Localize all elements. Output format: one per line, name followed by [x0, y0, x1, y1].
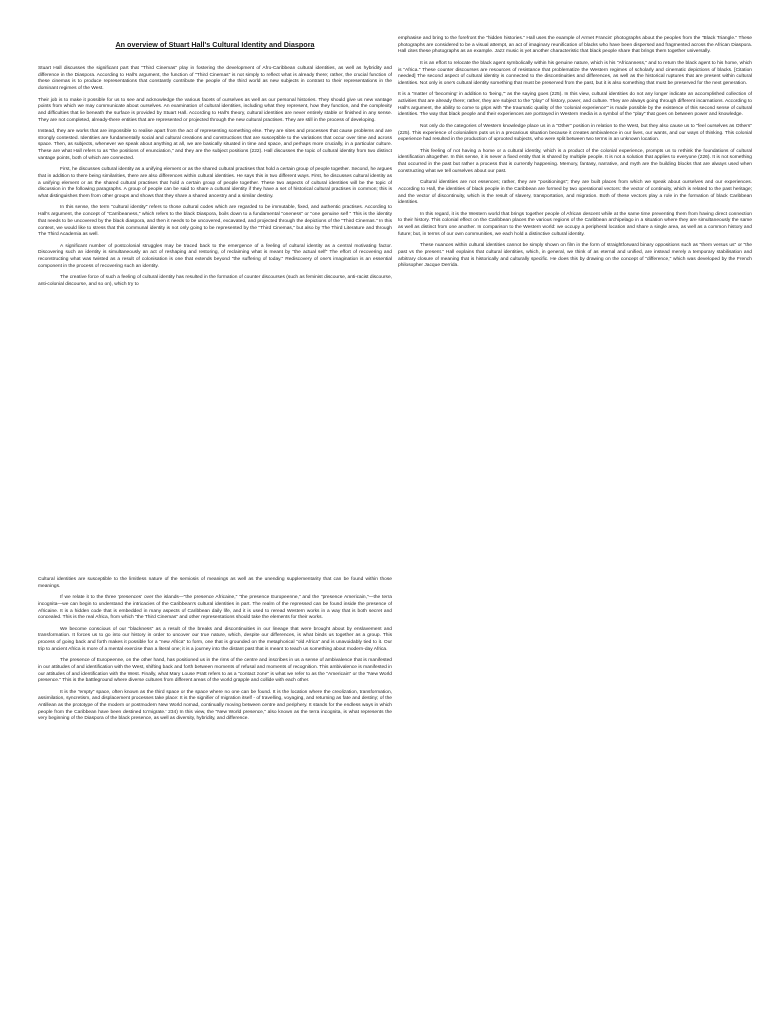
document-title: An overview of Stuart Hall's Cultural Identity and Diaspora: [115, 40, 315, 49]
paragraph: The creative force of such a feeling of cultural identity has resulted in the formation of counter discourses (such as feminist discourse, anti-racist discourse, anti-colonial discourse, and so on), which try to: [38, 275, 392, 287]
paragraph: Stuart Hall discusses the significant part that "Third Cinemas" play in fostering the development of Afro-Caribbean cultural identities, as well as hybridity and difference in the Diaspora. According to Hall's argument, the function of "Third Cinemas" is not simply to reflect what is already there; rather, the crucial function of these cinemas is to produce representations that constantly contribute the people of the third world as new subjects in contrast to their representations in the dominant regimes of the West.: [38, 66, 392, 92]
paragraph: Cultural identities are susceptible to the limitless nature of the semiosis of meanings as well as the unending supplementarity that can be found within those meanings.: [38, 577, 392, 589]
paragraph: Cultural identities are not essences; rather, they are "positionings"; they are built places from which we speak about ourselves and our experiences. According to Hall, the identities of black people in the Caribbean are formed by two operational vectors: the vector of continuity, which is related to the past heritage; and the vector of discontinuity, which is the result of slavery, transportation, and migration. Both of these vectors play a role in the formation of black Caribbean identities.: [398, 180, 752, 206]
paragraph: This feeling of not having a home or a cultural identity, which is a product of the colonial experience, prompts us to rethink the foundations of cultural identification altogether. In this sense, it is never a fixed entity that is shared by multiple people. It is not a solution that applies to everyone (226). It is not something that occurred in the past but rather a process that is currently happening. Memory, fantasy, narrative, and myth are the building blocks that are always used when constructing what we tell ourselves about our past.: [398, 148, 752, 174]
paragraph: If we relate it to the three 'presences' over the islands—"the presence Africaine," "the presence Europeenne," and the "presence Americain,"—the terra incognita—we can begin to understand the intricacies of the Caribbean's cultural identities in part. The realm of the repressed can be found inside the presence of Africaine. It is a hidden code that is embedded in many aspects of Caribbean daily life, and it is used to reread Western works in a way that is both secret and concealed. This is the real Africa, from which "the Third Cinemas" and other representations should take the elements for their works.: [38, 595, 392, 621]
paragraph: In this sense, the term "cultural identity" refers to those cultural codes which are regarded to be immutable, fixed, and authentic practises. According to Hall's argument, the concept of "Carribeaness," which refers to the black Diaspora, boils down to a fundamental "oneness" or "one genuine self " This is the identity that needs to be uncovered by the black diaspora, and then it needs to be uncovered, excavated, and projected through the depictions of the "Third Cinemas." In this context, we would like to stress that this communal identity is not only going to be represented by the "Third Cinemas," but also by The Third Literature and through The Third Academia as well.: [38, 205, 392, 238]
paragraph: The presence of Europeenne, on the other hand, has positioned us in the rims of the centre and inscribes in us a sense of ambivalence that is manifested in our attitudes of and identification with the West, shifting back and forth between moments of refusal and moments of recognition. This ambivalence is manifested in our attitudes of and identification with the West. Finally, what Mary Louse Pratt refers to as a "contact zone" is what we refer to as the "Americain" or the "New World presence." This is the battleground where diverse cultures from different areas of the world grapple and collide with each other.: [38, 658, 392, 684]
paragraph: Not only do the categories of Western knowledge place us in a "Other" position in relation to the West, but they also cause us to "feel ourselves as Others" (225). This experience of colonialism puts us in a precarious situation because it creates ambivalence in our lives, our wants, and our ways of thinking. This colonial experience had resulted in the production of uprooted subjects, who were split between two terms in an unknown location.: [398, 123, 752, 143]
paragraph: In this regard, it is the Western world that brings together people of African descent while at the same time preventing them from having direct connection to their history. This colonial effect on the Caribbean places the various regions of the Caribbean archipelago in a situation where they are simultaneously the same as well as distinct from one another. In comparison to the Western world: we occupy a peripheral location and share a single area, as well as a common history and future; but, in terms of our own communities, we each hold a distinctive cultural identity.: [398, 211, 752, 237]
paragraph: It is an effort to relocate the black agent symbolically within his genuine nature, which is his "Africanness," and to return the black agent to his home, which is "Africa." These counter discourses are resources of resistance that problematize the Western regimes of scholarly and cinematic depictions of blacks. [Citation needed] The second aspect of cultural identity is connected to the discontinuities and differences, as well as the historical ruptures that are present within cultural identities. Not only is one's cultural identity something that must be preserved from the past, but it is also something that must be preserved for the next generation.: [398, 60, 752, 86]
paragraph: A significant number of postcolonial struggles may be traced back to the emergence of a feeling of cultural identity as a central motivating factor. Discovering such an identity is simultaneously an act of reshaping and restoring, of reclaiming what is meant by "the actual self" The effort of recovering and reconstructing what was twisted as a result of colonisation is one that extends beyond "the suffering of today." Rediscovery of one's imagination is an essential component in the process of recovering such an identity.: [38, 243, 392, 269]
left-column-bottom: [38, 577, 392, 728]
paragraph: emphasise and bring to the forefront the "hidden histories." Hall uses the example of Armet Francis' photographs about the peoples from the "Black Triangle." These photographs are considered to be a visual attempt, an act of imaginary reunification of blacks who have been dispersed and fragmented across the African Diaspora. Hall cites these photographs as an example. Jazz music is yet another characteristic that black people share that brings them together universally.: [398, 36, 752, 55]
paragraph: It is a "matter of 'becoming' in addition to 'being,'" as the saying goes (225). In this view, cultural identities do not any longer indicate an accomplished collection of activities that are already there; rather, they are subject to the "play" of history, power, and culture. They are always going through different incarnations. According to Hall's argument, the ability to come to grips with "the traumatic quality of the 'colonial experience'" is made possible by the existence of this second sense of cultural identities. The way that black people and their experiences are portrayed in Western media is a symbol of the "play" that goes on between power and knowledge.: [398, 92, 752, 118]
paragraph: Instead, they are works that are impossible to realise apart from the act of representing something else. They are sites and processes that cause problems and are strongly contested. Identities are fundamentally social and cultural creations and constructions that are susceptible to the variations that occur over time and across space. Then, as subjects, whenever we speak about anything at all, we are basically situated in time and space, and perhaps more crucially, in a particular culture. These are what Hall refers to as "the positions of enunciation," and they are the subject positions (222). Hall discusses the topic of cultural identity from two distinct vantage points, both of which are connected.: [38, 129, 392, 161]
paragraph: It is the "empty" space, often known as the third space or the space where no one can be found. It is the location where the creolization, transformation, assimilation, syncretism, and displacement processes take place: It is the signifier of migration itself - of travelling, voyaging, and returning as fate and destiny; of the Antillean as the prototype of the modern or postmodern New World nomad, continually moving between centre and periphery. It stands for the endless ways in which people from the Caribbean have been destined to'migrate.' 234) In this view, the "New World presence," also known as the terra incognita, is what represents the very beginning of the Diaspora of the black presence, as well as diversity, hybridity, and difference.: [38, 689, 392, 722]
paragraph: Their job is to make it possible for us to see and acknowledge the various facets of ourselves as well as our personal histories. They should give us new vantage points from which we may communicate about ourselves. An examination of cultural identities, including what they represent, how they function, and the complexity and difficulties that lie beneath the surface is provided by Stuart Hall. According to Hall's theory, cultural identities are never entirely stable or finished in any sense. They are not completed, already-there entities that are represented or projected through the new cultural practises. They are still in the process of developing.: [38, 97, 392, 123]
paragraph: These nuances within cultural identities cannot be simply shown on film in the form of straightforward binary oppositions such as "them versus us" or "the past vs the present." Hall explains that cultural identities, which, in general, we think of as eternal and unified, are instead merely a temporary stabilisation and arbitrary closure of meaning that is historically and culturally specific. He does this by drawing on the concept of "difference," which was developed by the French philosopher Jacque Derrida.: [398, 243, 752, 269]
left-column-top: [38, 40, 392, 293]
right-column-top: [398, 36, 752, 275]
paragraph: First, he discusses cultural identity as a unifying element or as the shared cultural practises that hold a certain group of people together. Second, he argues that in addition to there being similarities, there are also differences within cultural identities. He says this in two different ways. First, he discusses cultural identity as a unifying element or as the shared cultural practises that hold a certain group of people together. These two aspects of cultural identities will be the topic of discussion in the following paragraphs. A group of people can be said to share a cultural identity if they have a set of historical cultural practises in common; this is what distinguishes them from other groups and shows that they share a shared ancestry and a similar destiny.: [38, 167, 392, 200]
paragraph: We become conscious of our "blackness" as a result of the breaks and discontinuities in our lineage that were brought about by enslavement and transformation. It forces us to go into our history in order to uncover our true nature, which, despite our differences, is what binds us together as a group. This process of going back and forth makes it possible for a "new Africa" to form, one that is grounded on the metaphorical "old Africa" and is unavoidably tied to it. Our trip to ancient Africa is more of a mental exercise than a literal one; it is a journey into the distant past that is meant to teach us something about modern-day Africa.: [38, 626, 392, 652]
